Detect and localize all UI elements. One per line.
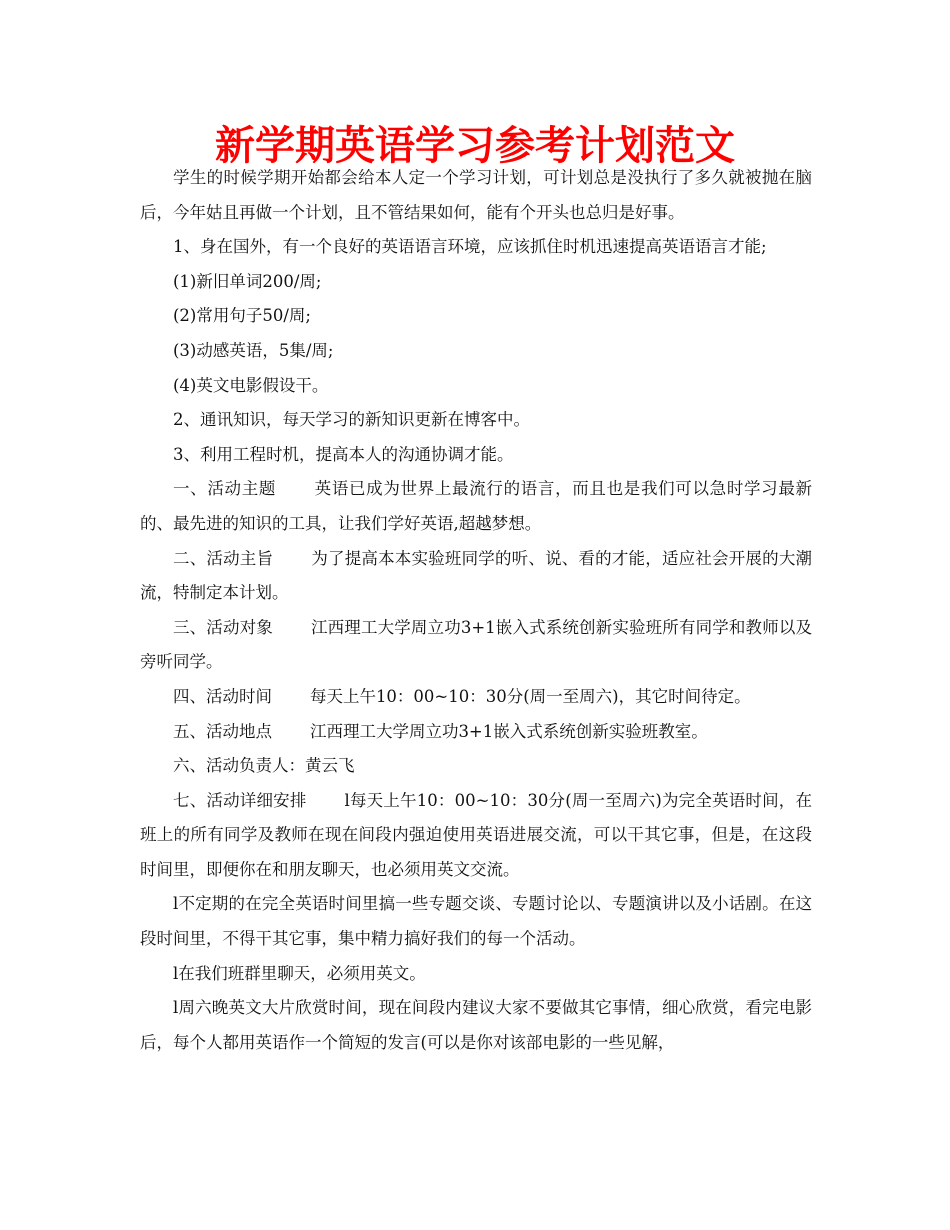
paragraph-activity-theme [140, 472, 812, 541]
paragraph-label: 四、活动时间 [173, 686, 272, 706]
paragraph-activity-purpose [140, 542, 812, 611]
document-title: 新学期英语学习参考计划范文 [215, 122, 735, 169]
paragraph-label: 二、活动主旨 [173, 548, 274, 568]
paragraph-label: 三、活动对象 [173, 617, 273, 637]
paragraph-subitem-1 [140, 265, 812, 300]
paragraph-text: 江西理工大学周立功3+1嵌入式系统创新实验班所有同学和教师以及旁听同学。 [140, 617, 813, 672]
paragraph-text: 每天上午10：00~10：30分(周一至周六)，其它时间待定。 [309, 686, 751, 706]
paragraph-item-3 [140, 438, 812, 473]
paragraph-activity-schedule [140, 784, 812, 888]
paragraph-subitem-2 [140, 299, 812, 334]
paragraph-item-2 [140, 403, 812, 438]
paragraph-label: 一、活动主题 [173, 479, 277, 499]
paragraph-activity-location [140, 715, 812, 750]
paragraph-subitem-3 [140, 334, 812, 369]
paragraph-activity-time [140, 680, 812, 715]
paragraph-text: (3)动感英语，5集/周; [173, 340, 334, 360]
paragraph-text: (1)新旧单词200/周; [173, 271, 322, 291]
paragraph-activity-target [140, 611, 812, 680]
paragraph-label: 五、活动地点 [173, 721, 272, 741]
paragraph-text: l每天上午10：00~10：30分(周一至周六)为完全英语时间，在班上的所有同学及教师在现在间段内强迫使用英语进展交流，可以干其它事，但是，在这段时间里，即便你在和朋友聊天，也必须用英文交流。 [140, 790, 813, 879]
document-body [140, 161, 812, 1060]
paragraph-text: 学生的时候学期开始都会给本人定一个学习计划，可计划总是没执行了多久就被抛在脑后，今年姑且再做一个计划，且不管结果如何，能有个开头也总归是好事。 [140, 168, 812, 222]
paragraph-subitem-4 [140, 369, 812, 404]
paragraph-text: l不定期的在完全英语时间里搞一些专题交谈、专题讨论以、专题演讲以及小话剧。在这段时间里，不得干其它事，集中精力搞好我们的每一个活动。 [140, 894, 812, 949]
paragraph-label: 七、活动详细安排 [173, 790, 307, 810]
paragraph-text: 2、通讯知识，每天学习的新知识更新在博客中。 [173, 410, 530, 430]
paragraph-intro [140, 161, 812, 230]
paragraph-item-1 [140, 230, 812, 265]
paragraph-schedule-item-3 [140, 957, 812, 992]
paragraph-text: 3、利用工程时机，提高本人的沟通协调才能。 [173, 444, 514, 464]
paragraph-text: 1、身在国外，有一个良好的英语语言环境，应该抓住时机迅速提高英语语言才能; [173, 237, 767, 257]
paragraph-text: (2)常用句子50/周; [173, 306, 311, 326]
paragraph-text: 六、活动负责人：黄云飞 [173, 756, 355, 776]
paragraph-text: 为了提高本本实验班同学的听、说、看的才能，适应社会开展的大潮流，特制定本计划。 [140, 548, 813, 603]
paragraph-text: (4)英文电影假设干。 [173, 375, 329, 395]
paragraph-text: l周六晚英文大片欣赏时间，现在间段内建议大家不要做其它事情，细心欣赏，看完电影后，每个人都用英语作一个简短的发言(可以是你对该部电影的一些见解， [140, 998, 812, 1052]
paragraph-text: l在我们班群里聊天，必须用英文。 [173, 963, 426, 983]
paragraph-text: 英语已成为世界上最流行的语言，而且也是我们可以急时学习最新的、最先进的知识的工具，让我们学好英语,超越梦想。 [140, 479, 813, 533]
paragraph-schedule-item-4 [140, 991, 812, 1060]
paragraph-text: 江西理工大学周立功3+1嵌入式系统创新实验班教室。 [309, 721, 708, 741]
paragraph-schedule-item-2 [140, 887, 812, 956]
paragraph-activity-owner [140, 749, 812, 784]
